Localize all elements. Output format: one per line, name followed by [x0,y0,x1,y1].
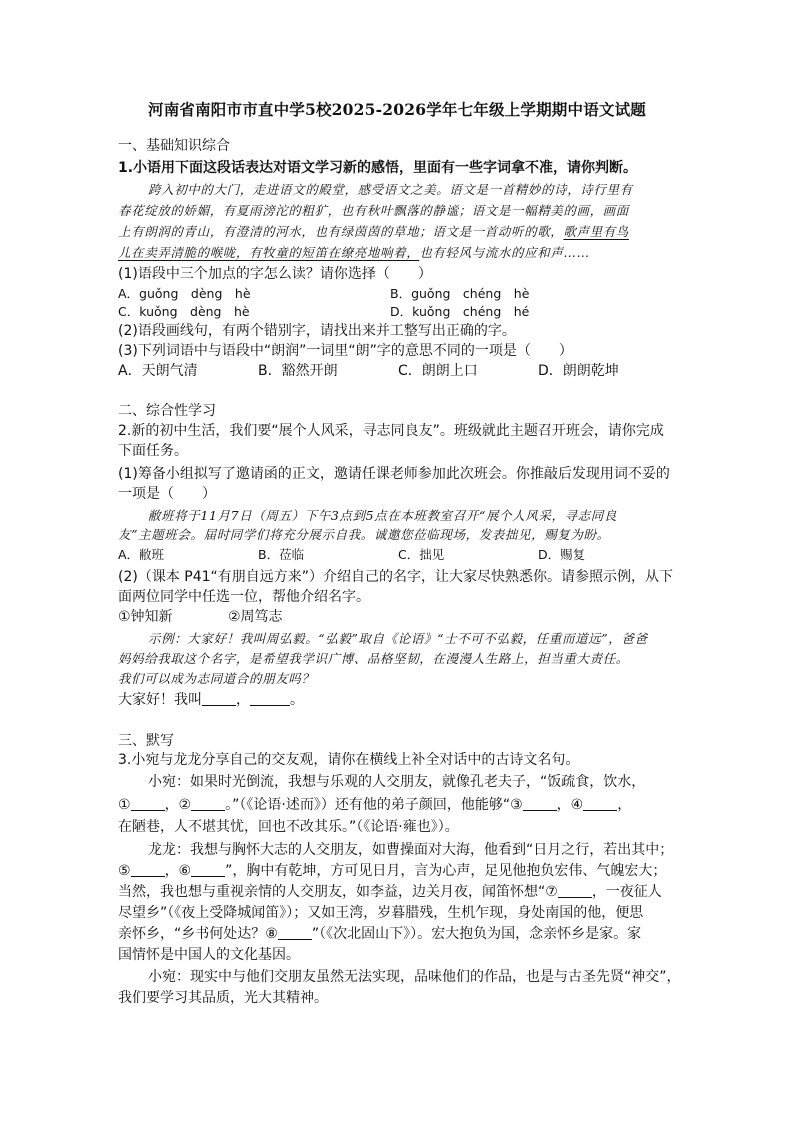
question-1-sub-2: (2)语段画线句，有两个错别字，请找出来并工整写出正确的字。 [118,323,516,339]
name-choice-2[interactable]: ②周笃志 [228,609,283,625]
underlined-sentence-end: 儿在卖弄清脆的喉咙，有牧童的短笛在缭亮地响着， [118,245,420,260]
question-3-prompt: 3.小宛与龙龙分享自己的交友观，请你在横线上补全对话中的古诗文名句。 [118,752,580,768]
example-line-3: 我们可以成为志同道合的朋友吗？ [118,671,315,686]
dialogue-3-line-2: 我们要学习其品质，光大其精神。 [118,990,328,1006]
q2-1-option-d[interactable]: D．赐复 [538,547,586,562]
section-heading-1: 一、基础知识综合 [118,138,230,154]
passage-line-3: 上有朗润的青山，有澄清的河水，也有绿茵茵的草地；语文是一首动听的歌，歌声里有鸟 [118,224,629,239]
q1-3-option-b[interactable]: B．豁然开朗 [258,363,338,379]
blank-4[interactable] [583,796,617,811]
passage-line-2: 春花绽放的娇媚，有夏雨滂沱的粗犷，也有秋叶飘落的静谧；语文是一幅精美的画，画面 [118,203,629,218]
dialogue-2-line-5: 亲怀乡，“乡书何处达？⑧ ”（《次北固山下》）。宏大抱负为国，念亲怀乡是家。家 [118,926,642,942]
page-title: 河南省南阳市市直中学5校2025-2026学年七年级上学期期中语文试题 [148,100,646,119]
dialogue-2-line-1: 龙龙：我想与胸怀大志的人交朋友，如曹操面对大海，他看到“日月之行，若出其中； [148,842,674,858]
blank-7[interactable] [558,883,592,898]
question-1-sub-3: (3)下列词语中与语段中“朗润”一词里“朗”字的意思不同的一项是（ ） [118,343,573,359]
question-2-sub-2-line-2: 面两位同学中任选一位，帮他介绍名字。 [118,589,370,605]
dialogue-3-line-1: 小宛：现实中与他们交朋友虽然无法实现，品味他们的作品，也是与古圣先贤“神交”， [148,969,681,985]
dialogue-2-line-3: 当然，我也想与重视亲情的人交朋友，如李益，边关月夜，闻笛怀想“⑦ ，一夜征人 [118,884,662,900]
question-2-prompt-line-2: 下面任务。 [118,443,188,459]
blank-1[interactable] [131,796,165,811]
question-1-sub-1: (1)语段中三个加点的字怎么读？请你选择（ ） [118,266,432,282]
q1-3-option-d[interactable]: D．朗朗乾坤 [538,363,619,379]
blank-2[interactable] [191,796,225,811]
section-heading-3: 三、默写 [118,733,174,749]
q1-3-option-a[interactable]: A．天朗气清 [118,363,198,379]
q1-1-option-c[interactable]: C．kuǒng dèng hè [118,304,250,319]
example-line-2: 妈妈给我取这个名字，是希望我学识广博、品格坚韧，在漫漫人生路上，担当重大责任。 [118,651,629,666]
question-1-prompt: 1.小语用下面这段话表达对语文学习新的感悟，里面有一些字词拿不准，请你判断。 [118,160,638,176]
question-2-sub-1-line-1: (1)筹备小组拟写了邀请函的正文，邀请任课老师参加此次班会。你推敲后发现用词不妥的 [118,466,670,482]
underlined-sentence-start: 歌声里有鸟 [563,224,629,239]
example-line-1: 示例：大家好！我叫周弘毅。“弘毅”取自《论语》“士不可不弘毅，任重而道远”，爸爸 [148,631,648,646]
q1-1-option-a[interactable]: A．guǒng dèng hè [118,286,251,301]
q1-3-option-c[interactable]: C．朗朗上口 [398,363,478,379]
blank-5[interactable] [131,862,165,877]
q2-1-option-c[interactable]: C．拙见 [398,547,445,562]
q1-1-option-b[interactable]: B．guǒng chéng hè [390,286,530,301]
q2-1-option-a[interactable]: A．敝班 [118,547,165,562]
dialogue-1-line-1: 小宛：如果时光倒流，我想与乐观的人交朋友，就像孔老夫子，“饭疏食，饮水， [148,774,646,790]
blank-3[interactable] [523,796,557,811]
answer-line: 大家好！我叫 ， 。 [118,692,304,708]
passage-line-1: 跨入初中的大门，走进语文的殿堂，感受语文之美。语文是一首精妙的诗，诗行里有 [148,182,633,197]
section-heading-2: 二、综合性学习 [118,403,216,419]
question-2-sub-2-line-1: (2)（课本 P41“有朋自远方来”）介绍自己的名字，让大家尽快熟悉你。请参照示例，从下 [118,569,674,585]
dialogue-2-line-6: 国情怀是中国人的文化基因。 [118,947,300,963]
question-2-sub-1-line-2: 一项是（ ） [118,486,216,502]
blank-8[interactable] [278,925,312,940]
invitation-line-2: 友”主题班会。届时同学们将充分展示自我。诚邀您莅临现场，发表拙见，赐复为盼。 [118,527,610,542]
answer-blank-2[interactable] [250,691,290,706]
question-2-prompt-line-1: 2.新的初中生活，我们要“展个人风采，寻志同良友”。班级就此主题召开班会，请你完成 [118,423,664,439]
q1-1-option-d[interactable]: D．kuǒng chéng hé [390,304,530,319]
q2-1-option-b[interactable]: B．莅临 [258,547,305,562]
answer-blank-1[interactable] [202,691,236,706]
blank-6[interactable] [191,862,225,877]
passage-line-4: 儿在卖弄清脆的喉咙，有牧童的短笛在缭亮地响着，也有轻风与流水的应和声…… [118,245,590,260]
dialogue-1-line-3: 在陋巷，人不堪其忧，回也不改其乐。”（《论语·雍也》）。 [118,819,459,835]
dialogue-2-line-2: ⑤ ，⑥ ”，胸中有乾坤，方可见日月，言为心声，足见他抱负宏伟、气魄宏大； [118,863,667,879]
invitation-line-1: 敝班将于11月7日（周五）下午3点到5点在本班教室召开“展个人风采，寻志同良 [148,508,617,523]
dialogue-1-line-2: ① ，② 。”（《论语·述而》）还有他的弟子颜回，他能够“③ ，④ ， [118,797,632,813]
name-choice-1[interactable]: ①钟知新 [118,609,173,625]
dialogue-2-line-4: 尽望乡”（《夜上受降城闻笛》）；又如王湾，岁暮腊残，生机乍现，身处南国的他，便思 [118,905,644,921]
